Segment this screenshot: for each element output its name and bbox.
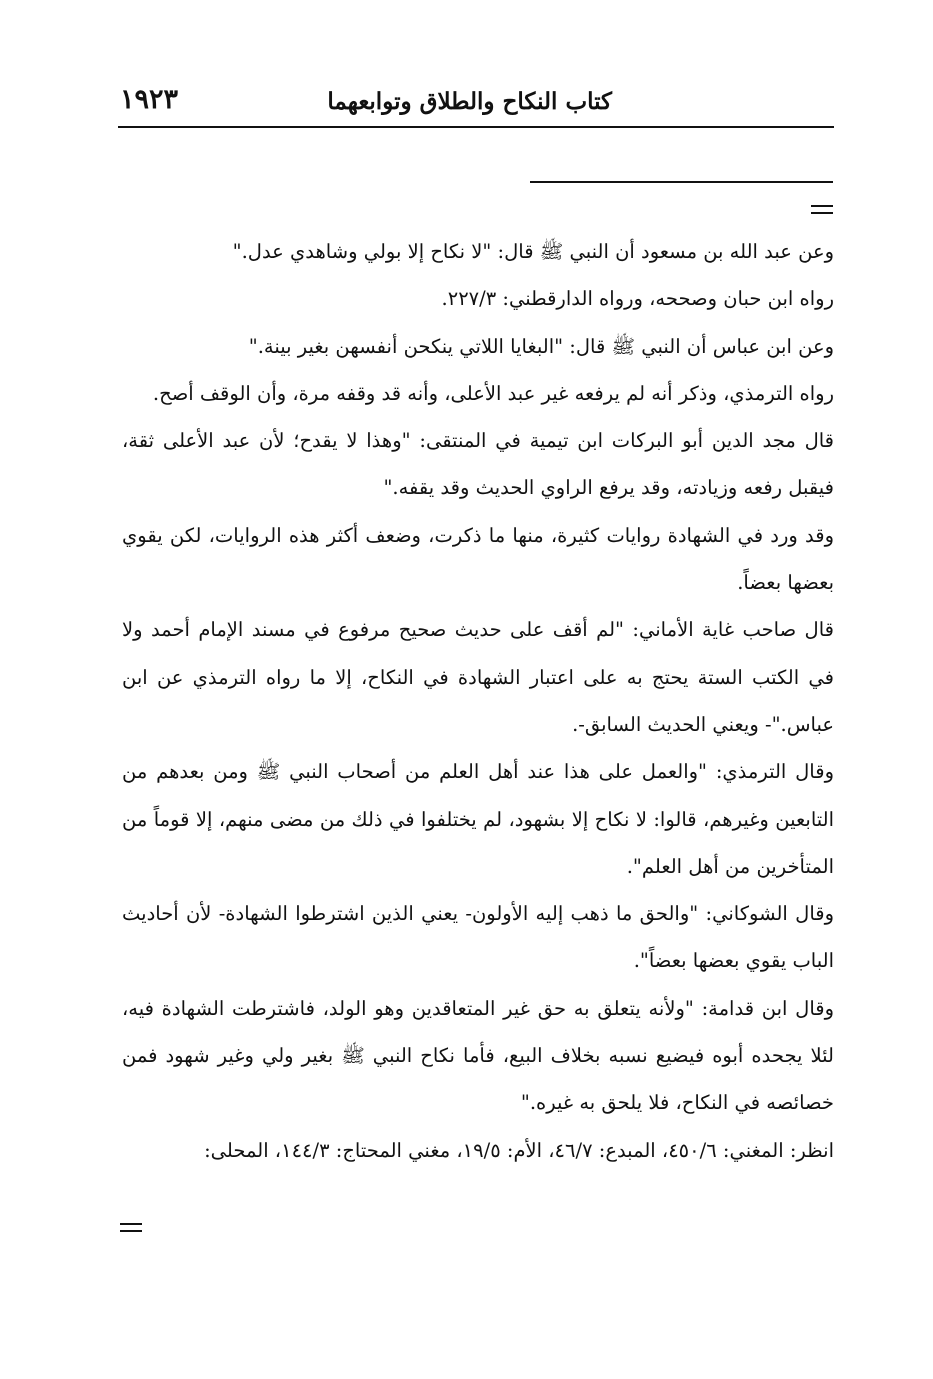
paragraph: قال صاحب غاية الأماني: "لم أقف على حديث صحيح مرفوع في مسند الإمام أحمد ولا في الكتب الستة يحتج به على اعتبار الشهادة في النكاح، إلا ما رواه الترمذي عن ابن عباس."- ويعني الحديث السابق-. bbox=[122, 618, 834, 736]
paragraph: وقال الشوكاني: "والحق ما ذهب إليه الأولون- يعني الذين اشترطوا الشهادة- لأن أحاديث الباب يقوي بعضها بعضاً". bbox=[122, 902, 834, 973]
continuation-mark-top bbox=[811, 205, 833, 214]
page-header bbox=[118, 84, 834, 124]
paragraph: رواه ابن حبان وصححه، ورواه الدارقطني: ٢٢٧/٣. bbox=[441, 287, 834, 311]
paragraph: وعن ابن عباس أن النبي ﷺ قال: "البغايا اللاتي ينكحن أنفسهن بغير بينة." bbox=[248, 334, 834, 358]
paragraph: وقال الترمذي: "والعمل على هذا عند أهل العلم من أصحاب النبي ﷺ ومن بعدهم من التابعين وغيرهم، قالوا: لا نكاح إلا بشهود، لم يختلفوا في ذلك من مضى منهم، إلا قوماً من المتأخرين من أهل العلم". bbox=[122, 760, 834, 878]
page-number: ١٩٢٣ bbox=[120, 84, 179, 115]
footnote-separator bbox=[530, 181, 833, 183]
header-rule bbox=[118, 126, 834, 128]
paragraph: انظر: المغني: ٤٥٠/٦، المبدع: ٤٦/٧، الأم: ١٩/٥، مغني المحتاج: ١٤٤/٣، المحلى: bbox=[204, 1138, 834, 1162]
paragraph: وقد ورد في الشهادة روايات كثيرة، منها ما ذكرت، وضعف أكثر هذه الروايات، لكن يقوي بعضها بعضاً. bbox=[122, 523, 834, 595]
paragraph: وعن عبد الله بن مسعود أن النبي ﷺ قال: "لا نكاح إلا بولي وشاهدي عدل." bbox=[232, 240, 834, 263]
paragraph: رواه الترمذي، وذكر أنه لم يرفعه غير عبد الأعلى، وأنه قد وقفه مرة، وأن الوقف أصح. bbox=[152, 381, 834, 405]
continuation-mark-bottom bbox=[120, 1223, 142, 1232]
paragraph: قال مجد الدين أبو البركات ابن تيمية في المنتقى: "وهذا لا يقدح؛ لأن عبد الأعلى ثقة، فيقبل رفعه وزيادته، وقد يرفع الراوي الحديث وقد يقفه." bbox=[122, 429, 834, 500]
running-title: كتاب النكاح والطلاق وتوابعهما bbox=[327, 88, 612, 115]
paragraph: وقال ابن قدامة: "ولأنه يتعلق به حق غير المتعاقدين وهو الولد، فاشترطت الشهادة فيه، لئلا يجحده أبوه فيضيع نسبه بخلاف البيع، فأما نكاح النبي ﷺ بغير ولي وغير شهود فمن خصائصه في النكاح، فلا يلحق به غيره." bbox=[122, 996, 834, 1115]
footnote-text bbox=[122, 228, 834, 1174]
